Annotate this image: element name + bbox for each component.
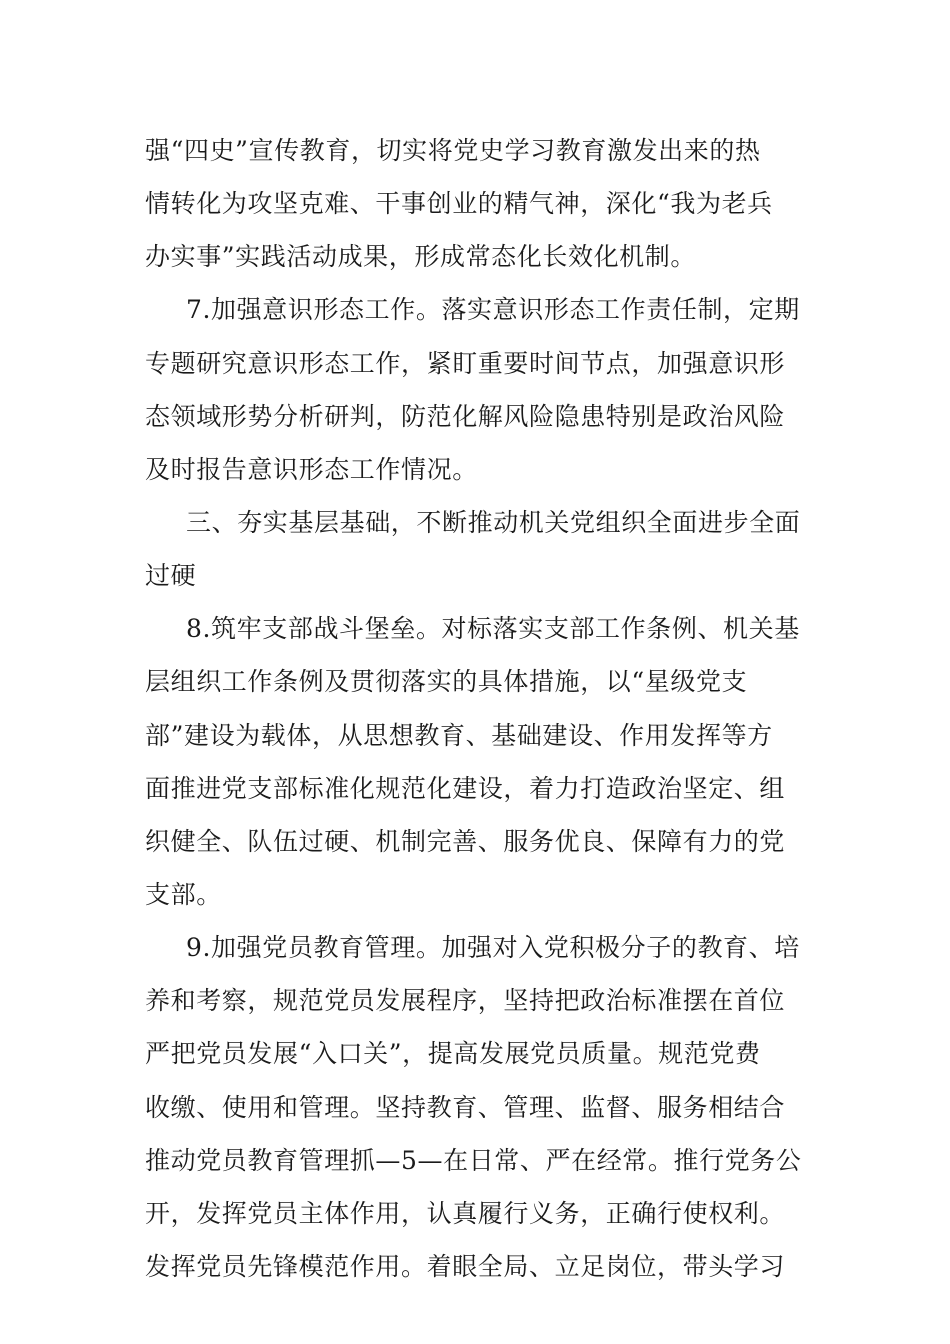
text-line: 及时报告意识形态工作情况。 xyxy=(145,454,478,484)
text-line: 部”建设为载体，从思想教育、基础建设、作用发挥等方 xyxy=(145,720,773,750)
section-heading-line: 三、夯实基层基础，不断推动机关党组织全面进步全面 xyxy=(186,507,801,537)
text-line: 层组织工作条例及贯彻落实的具体措施，以“星级党支 xyxy=(145,667,748,697)
text-line: 情转化为攻坚克难、干事创业的精气神，深化“我为老兵 xyxy=(145,189,773,219)
paragraph-start-line: 7.加强意识形态工作。落实意识形态工作责任制，定期 xyxy=(186,295,800,325)
text-line: 收缴、使用和管理。坚持教育、管理、监督、服务相结合 xyxy=(145,1092,786,1122)
text-line: 支部。 xyxy=(145,879,222,909)
text-line-with-page-number: 推动党员教育管理抓—5—在日常、严在经常。推行党务公 xyxy=(145,1145,802,1175)
text-line: 专题研究意识形态工作，紧盯重要时间节点，加强意识形 xyxy=(145,348,786,378)
section-heading-line: 过硬 xyxy=(145,561,197,591)
text-line: 强“四史”宣传教育，切实将党史学习教育激发出来的热 xyxy=(145,136,761,165)
text-line: 养和考察，规范党员发展程序，坚持把政治标准摆在首位 xyxy=(145,986,786,1016)
text-line: 面推进党支部标准化规范化建设，着力打造政治坚定、组 xyxy=(145,773,786,803)
text-line: 发挥党员先锋模范作用。着眼全局、立足岗位，带头学习 xyxy=(145,1251,786,1281)
text-line: 严把党员发展“入口关”，提高发展党员质量。规范党费 xyxy=(145,1039,761,1069)
text-line: 办实事”实践活动成果，形成常态化长效化机制。 xyxy=(145,242,696,272)
text-line: 织健全、队伍过硬、机制完善、服务优良、保障有力的党 xyxy=(145,826,786,856)
paragraph-start-line: 8.筑牢支部战斗堡垒。对标落实支部工作条例、机关基 xyxy=(186,614,800,644)
document-body xyxy=(145,124,810,1293)
text-line: 开，发挥党员主体作用，认真履行义务，正确行使权利。 xyxy=(145,1198,786,1228)
paragraph-start-line: 9.加强党员教育管理。加强对入党积极分子的教育、培 xyxy=(186,933,800,963)
text-line: 态领域形势分析研判，防范化解风险隐患特别是政治风险 xyxy=(145,401,786,431)
